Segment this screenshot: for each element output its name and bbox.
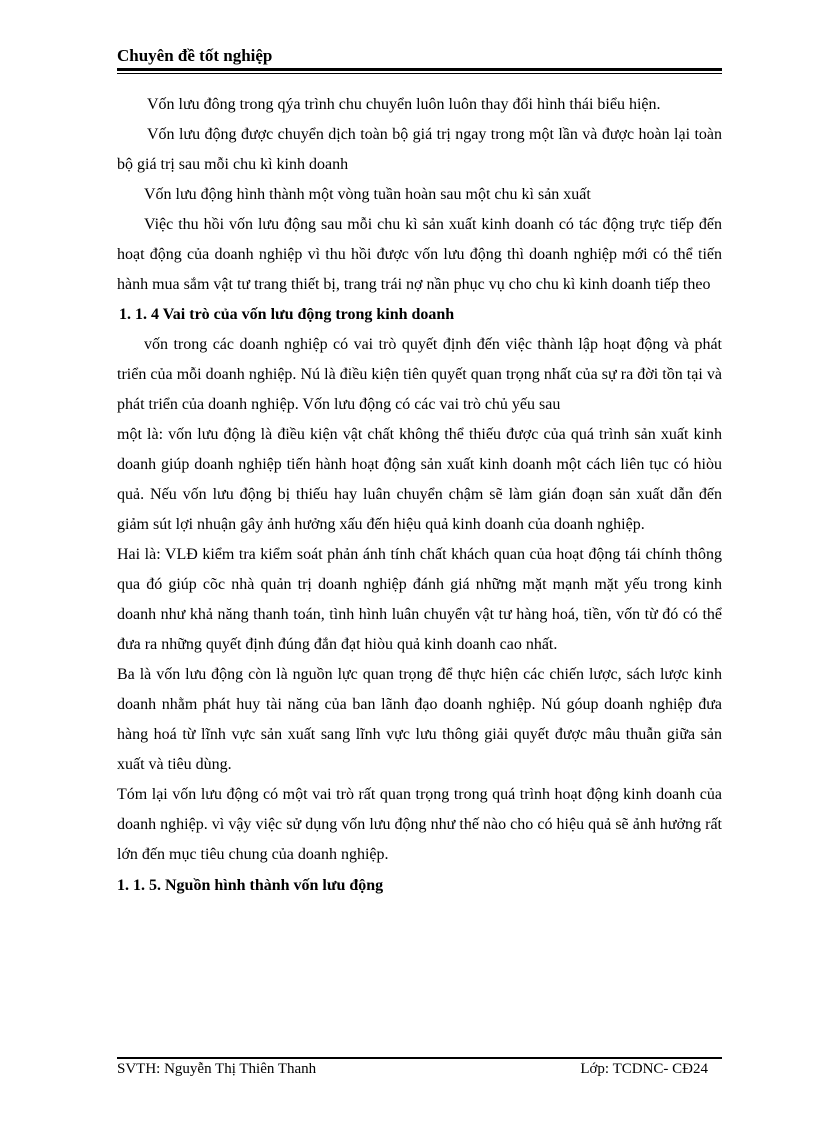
header-rule-thin [117,73,722,74]
header-rule-thick [117,68,722,71]
paragraph: Vốn lưu động hình thành một vòng tuần hoàn sau một chu kì sản xuất [144,186,591,203]
paragraph: Ba là vốn lưu động còn là nguồn lực quan trọng để thực hiện các chiến lược, sách lược kinh doanh nhằm phát huy tài năng của ban lãnh đạo doanh nghiệp. Nú góup doanh nghiệp đưa hàng hoá từ lĩnh vực sản xuất sang lĩnh vực lưu thông giải quyết được mâu thuẫn giữa sản xuất và tiêu dùng. [117,666,722,773]
paragraph: Vốn lưu đông trong qýa trình chu chuyển luôn luôn thay đổi hình thái biểu hiện. [147,96,661,113]
footer-author: SVTH: Nguyễn Thị Thiên Thanh [117,1061,317,1077]
document-body [117,90,722,901]
section-heading: 1. 1. 4 Vai trò của vốn lưu động trong kinh doanh [119,306,455,323]
footer-rule [117,1057,722,1059]
paragraph: một là: vốn lưu động là điều kiện vật chất không thể thiếu được của quá trình sản xuất kinh doanh giúp doanh nghiệp tiến hành hoạt động sản xuất kinh doanh một cách liên tục có hiòu quả. Nếu vốn lưu động bị thiếu hay luân chuyển chậm sẽ làm gián đoạn sản xuất dẫn đến giảm sút lợi nhuận gây ảnh hưởng xấu đến hiệu quả kinh doanh của doanh nghiệp. [117,426,722,533]
paragraph: Hai là: VLĐ kiểm tra kiểm soát phản ánh tính chất khách quan của hoạt động tái chính thông qua đó giúp cõc nhà quản trị doanh nghiệp đánh giá những mặt mạnh mặt yếu trong kinh doanh như khả năng thanh toán, tình hình luân chuyển vật tư hàng hoá, tiền, vốn từ đó có thể đưa ra những quyết định đúng đắn đạt hiòu quả kinh doanh cao nhất. [117,546,722,653]
paragraph: Tóm lại vốn lưu động có một vai trò rất quan trọng trong quá trình hoạt động kinh doanh của doanh nghiệp. vì vậy việc sử dụng vốn lưu động như thế nào cho có hiệu quả sẽ ảnh hưởng rất lớn đến mục tiêu chung của doanh nghiệp. [117,786,722,863]
paragraph: vốn trong các doanh nghiệp có vai trò quyết định đến việc thành lập hoạt động và phát triển của mỗi doanh nghiệp. Nú là điều kiện tiên quyết quan trọng nhất của sự ra đời tồn tại và phát triển của doanh nghiệp. Vốn lưu động có các vai trò chủ yếu sau [117,336,722,413]
paragraph: Việc thu hồi vốn lưu động sau mỗi chu kì sản xuất kinh doanh có tác động trực tiếp đến hoạt động của doanh nghiệp vì thu hồi được vốn lưu động thì doanh nghiệp mới có thể tiến hành mua sắm vật tư trang thiết bị, trang trái nợ nần phục vụ cho chu kì kinh doanh tiếp theo [117,216,722,293]
page-header-title: Chuyên đề tốt nghiệp [117,46,273,65]
section-heading: 1. 1. 5. Nguồn hình thành vốn lưu động [117,877,384,894]
footer-class: Lớp: TCDNC- CĐ24 [580,1061,708,1077]
paragraph: Vốn lưu động được chuyển dịch toàn bộ giá trị ngay trong một lần và được hoàn lại toàn bộ giá trị sau mỗi chu kì kinh doanh [117,126,722,173]
